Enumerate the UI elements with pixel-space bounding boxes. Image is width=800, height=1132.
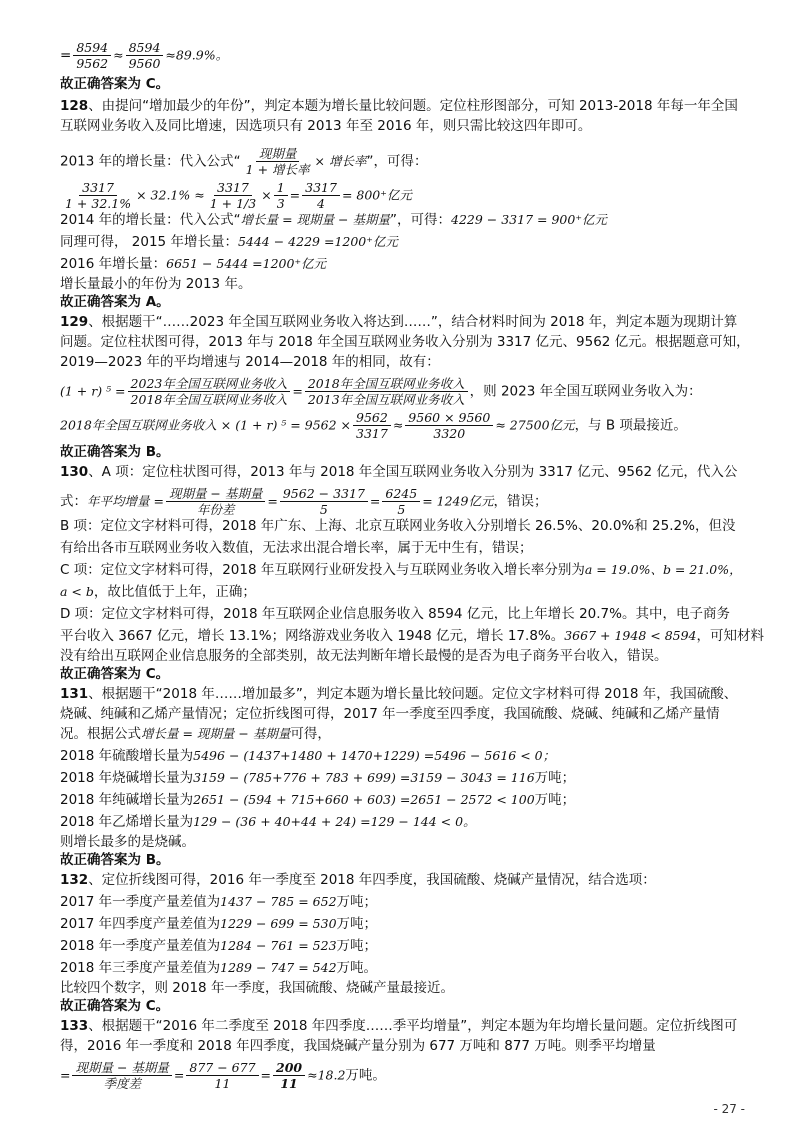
text-line: 况。根据公式增长量 = 现期量 − 基期量可得，	[60, 726, 331, 742]
formula-line: 2013 年的增长量：代入公式“ $\frac{\text{现期量}}{\text{1 + 增长率}}$ × 增长率”，可得：	[60, 146, 428, 177]
answer-line: 故正确答案为 A。	[60, 294, 170, 310]
text-line: 则增长最多的是烧碱。	[60, 834, 195, 850]
formula-line: 2017 年四季度产量差值为1229 − 699 = 530万吨；	[60, 916, 378, 932]
text-line: a < b，故比值低于上年，正确；	[60, 584, 256, 600]
formula-line: $\frac{3317}{1 + 32.1\%}$ × 32.1% ≈ $\frac{3317}{1 + 1/3}$ × $\frac{1}{3}$ = $\frac{3317}{4}$ = 800⁺亿元	[65, 180, 412, 211]
text-line: 平台收入 3667 亿元，增长 13.1%；网络游戏业务收入 1948 亿元，增长 17.8%。3667 + 1948 < 8594，可知材料	[60, 628, 765, 644]
formula-line: 2017 年一季度产量差值为1437 − 785 = 652万吨；	[60, 894, 378, 910]
formula-line: 2014 年的增长量：代入公式“增长量 = 现期量 − 基期量”，可得：4229 − 3317 = 900⁺亿元	[60, 212, 607, 228]
answer-line: 故正确答案为 B。	[60, 444, 170, 460]
formula-line: (1 + r) ⁵ = $\frac{\text{2023年全国互联网业务收入}}{\text{2018年全国互联网业务收入}}$ = $\frac{\text{2018年全国互联网业务收入}}{\text{2013年全国互联网业务收入}}$ ，则 2023 年全国互联网业务收入为：	[60, 376, 702, 407]
answer-line: 故正确答案为 C。	[60, 666, 170, 682]
fraction-line: = $\frac{8594}{9562}$ ≈ $\frac{8594}{9560}$ ≈89.9%。	[60, 40, 229, 71]
question-131: 131、根据题干“2018 年……增加最多”，判定本题为增长量比较问题。定位文字材料可得 2018 年，我国硫酸、	[60, 686, 738, 702]
answer-line: 故正确答案为 C。	[60, 998, 170, 1014]
text-line: 有给出各市互联网业务收入数值，无法求出混合增长率，属于无中生有，错误；	[60, 540, 533, 556]
text-line: 得，2016 年一季度和 2018 年四季度，我国烧碱产量分别为 677 万吨和 877 万吨。则季平均增量	[60, 1038, 656, 1054]
question-133: 133、根据题干“2016 年二季度至 2018 年四季度……季平均增量”，判定本题为年均增长量问题。定位折线图可	[60, 1018, 738, 1034]
answer-line: 故正确答案为 C。	[60, 76, 170, 92]
eq: =	[60, 47, 72, 64]
question-129: 129、根据题干“……2023 年全国互联网业务收入将达到……”，结合材料时间为 2018 年，判定本题为现期计算	[60, 314, 738, 330]
text-line: B 项：定位文字材料可得，2018 年广东、上海、北京互联网业务收入分别增长 26.5%、20.0%和 25.2%，但没	[60, 518, 736, 534]
text-line: 2019—2023 年的平均增速与 2014—2018 年的相同，故有：	[60, 354, 440, 370]
question-132: 132、定位折线图可得，2016 年一季度至 2018 年四季度，我国硫酸、烧碱产量情况，结合选项：	[60, 872, 656, 888]
formula-line: 2018 年纯碱增长量为2651 − (594 + 715+660 + 603) =2651 − 2572 < 100万吨；	[60, 792, 576, 808]
formula-line: 2018 年三季度产量差值为1289 − 747 = 542万吨。	[60, 960, 378, 976]
text-line: 互联网业务收入及同比增速，因选项只有 2013 年至 2016 年，则只需比较这四年即可。	[60, 118, 592, 134]
text-line: 问题。定位柱状图可得，2013 年与 2018 年全国互联网业务收入分别为 3317 亿元、9562 亿元。根据题意可知，	[60, 334, 750, 350]
question-130: 130、A 项：定位柱状图可得，2013 年与 2018 年全国互联网业务收入分别为 3317 亿元、9562 亿元，代入公	[60, 464, 738, 480]
formula-line: 2018 年乙烯增长量为129 − (36 + 40+44 + 24) =129 − 144 < 0。	[60, 814, 476, 830]
formula-line: 2018 年烧碱增长量为3159 − (785+776 + 783 + 699) =3159 − 3043 = 116万吨；	[60, 770, 576, 786]
text-line: 没有给出互联网企业信息服务的全部类别，故无法判断年增长最慢的是否为电子商务平台收入，错误。	[60, 648, 668, 664]
text-line: D 项：定位文字材料可得，2018 年互联网企业信息服务收入 8594 亿元，比上年增长 20.7%。其中，电子商务	[60, 606, 730, 622]
text-line: 烧碱、纯碱和乙烯产量情况；定位折线图可得，2017 年一季度至四季度，我国硫酸、烧碱、纯碱和乙烯产量情	[60, 706, 720, 722]
text-line: 增长量最小的年份为 2013 年。	[60, 276, 252, 292]
formula-line: 2018 年硫酸增长量为5496 − (1437+1480 + 1470+1229) =5496 − 5616 < 0；	[60, 748, 556, 764]
question-128: 128、由提问“增加最少的年份”，判定本题为增长量比较问题。定位柱形图部分，可知 2013-2018 年每一年全国	[60, 98, 738, 114]
formula-line: 式：年平均增量 = $\frac{\text{现期量 − 基期量}}{\text{年份差}}$ = $\frac{9562 - 3317}{5}$ = $\frac{6245}{5}$ = 1249亿元，错误；	[60, 486, 548, 517]
page-number: - 27 -	[713, 1102, 745, 1116]
formula-line: 同理可得， 2015 年增长量：5444 − 4229 =1200⁺亿元	[60, 234, 398, 250]
formula-line: = $\frac{\text{现期量 − 基期量}}{\text{季度差}}$ = $\frac{877 - 677}{11}$ = $\frac{200}{11}$ ≈18.2万吨。	[60, 1060, 386, 1091]
answer-line: 故正确答案为 B。	[60, 852, 170, 868]
text-line: C 项：定位文字材料可得，2018 年互联网行业研发投入与互联网业务收入增长率分别为a = 19.0%、b = 21.0%，	[60, 562, 742, 578]
formula-line: 2018年全国互联网业务收入 × (1 + r) ⁵ = 9562 × $\frac{9562}{3317}$ ≈ $\frac{9560 \times 9560}{3320}$ ≈ 27500亿元，与 B 项最接近。	[60, 410, 687, 441]
formula-line: 2016 年增长量：6651 − 5444 =1200⁺亿元	[60, 256, 327, 272]
formula-line: 2018 年一季度产量差值为1284 − 761 = 523万吨；	[60, 938, 378, 954]
text-line: 比较四个数字，则 2018 年一季度，我国硫酸、烧碱产量最接近。	[60, 980, 454, 996]
